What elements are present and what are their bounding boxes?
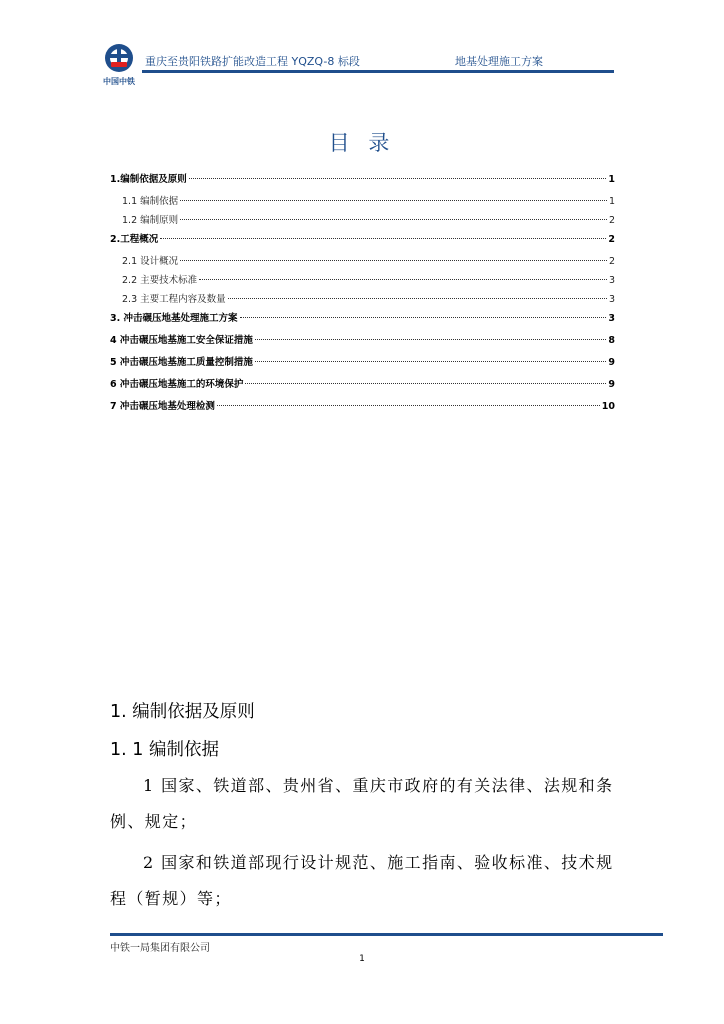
toc-entry[interactable] bbox=[110, 172, 615, 194]
toc-entry[interactable] bbox=[110, 333, 615, 355]
toc-leader-dots bbox=[255, 361, 606, 362]
toc-entry[interactable] bbox=[110, 377, 615, 399]
toc-entry-title: 6 冲击碾压地基施工的环境保护 bbox=[110, 379, 244, 390]
header-project-title: 重庆至贵阳铁路扩能改造工程 YQZQ-8 标段 bbox=[145, 55, 360, 68]
toc-entry-page: 3 bbox=[608, 313, 615, 324]
toc-entry[interactable] bbox=[110, 254, 615, 273]
toc-entry-page: 9 bbox=[608, 357, 615, 368]
toc-leader-dots bbox=[217, 405, 600, 406]
toc-entry-page: 1 bbox=[608, 196, 615, 207]
toc-leader-dots bbox=[189, 178, 607, 179]
logo-text: 中国中铁 bbox=[103, 77, 135, 86]
toc-entry-page: 3 bbox=[608, 294, 615, 305]
toc-entry-title: 1.1 编制依据 bbox=[122, 196, 179, 207]
body-paragraph: 1 国家、铁道部、贵州省、重庆市政府的有关法律、法规和条例、规定； bbox=[110, 776, 614, 831]
toc-entry[interactable] bbox=[110, 355, 615, 377]
toc-entry-title: 4 冲击碾压地基施工安全保证措施 bbox=[110, 335, 253, 346]
toc-entry-page: 1 bbox=[608, 174, 615, 185]
toc-entry-page: 8 bbox=[608, 335, 615, 346]
toc-entry-page: 10 bbox=[601, 401, 615, 412]
toc-entry[interactable] bbox=[110, 194, 615, 213]
toc-entry[interactable] bbox=[110, 232, 615, 254]
table-of-contents bbox=[110, 172, 615, 421]
toc-entry-title: 2.3 主要工程内容及数量 bbox=[122, 294, 226, 305]
company-logo bbox=[98, 42, 140, 90]
toc-entry[interactable] bbox=[110, 273, 615, 292]
section-heading: 1. 编制依据及原则 bbox=[110, 702, 255, 722]
toc-entry-title: 2.2 主要技术标准 bbox=[122, 275, 198, 286]
toc-leader-dots bbox=[180, 219, 607, 220]
toc-leader-dots bbox=[255, 339, 606, 340]
toc-entry[interactable] bbox=[110, 213, 615, 232]
toc-leader-dots bbox=[228, 298, 607, 299]
toc-entry-title: 2.工程概况 bbox=[110, 234, 159, 245]
footer-divider bbox=[110, 933, 663, 936]
toc-entry-title: 5 冲击碾压地基施工质量控制措施 bbox=[110, 357, 253, 368]
footer-company: 中铁一局集团有限公司 bbox=[110, 943, 210, 954]
toc-entry-title: 7 冲击碾压地基处理检测 bbox=[110, 401, 215, 412]
toc-leader-dots bbox=[240, 317, 607, 318]
body-paragraph: 2 国家和铁道部现行设计规范、施工指南、验收标准、技术规程（暂规）等； bbox=[110, 853, 614, 908]
toc-entry-title: 2.1 设计概况 bbox=[122, 256, 179, 267]
toc-leader-dots bbox=[160, 238, 606, 239]
toc-title: 目 录 bbox=[328, 131, 396, 155]
header-document-title: 地基处理施工方案 bbox=[455, 55, 543, 68]
subsection-heading: 1. 1 编制依据 bbox=[110, 740, 219, 760]
toc-leader-dots bbox=[180, 260, 607, 261]
toc-entry-page: 2 bbox=[608, 234, 615, 245]
toc-entry-page: 3 bbox=[608, 275, 615, 286]
toc-entry-page: 2 bbox=[608, 215, 615, 226]
toc-entry-title: 1.编制依据及原则 bbox=[110, 174, 187, 185]
toc-leader-dots bbox=[199, 279, 607, 280]
toc-entry-page: 9 bbox=[608, 379, 615, 390]
toc-entry[interactable] bbox=[110, 311, 615, 333]
toc-entry-title: 3. 冲击碾压地基处理施工方案 bbox=[110, 313, 238, 324]
header-divider bbox=[142, 70, 614, 73]
toc-entry-page: 2 bbox=[608, 256, 615, 267]
toc-entry-title: 1.2 编制原则 bbox=[122, 215, 179, 226]
page-number: 1 bbox=[359, 954, 365, 964]
toc-entry[interactable] bbox=[110, 399, 615, 421]
toc-leader-dots bbox=[180, 200, 607, 201]
toc-leader-dots bbox=[245, 383, 606, 384]
toc-entry[interactable] bbox=[110, 292, 615, 311]
